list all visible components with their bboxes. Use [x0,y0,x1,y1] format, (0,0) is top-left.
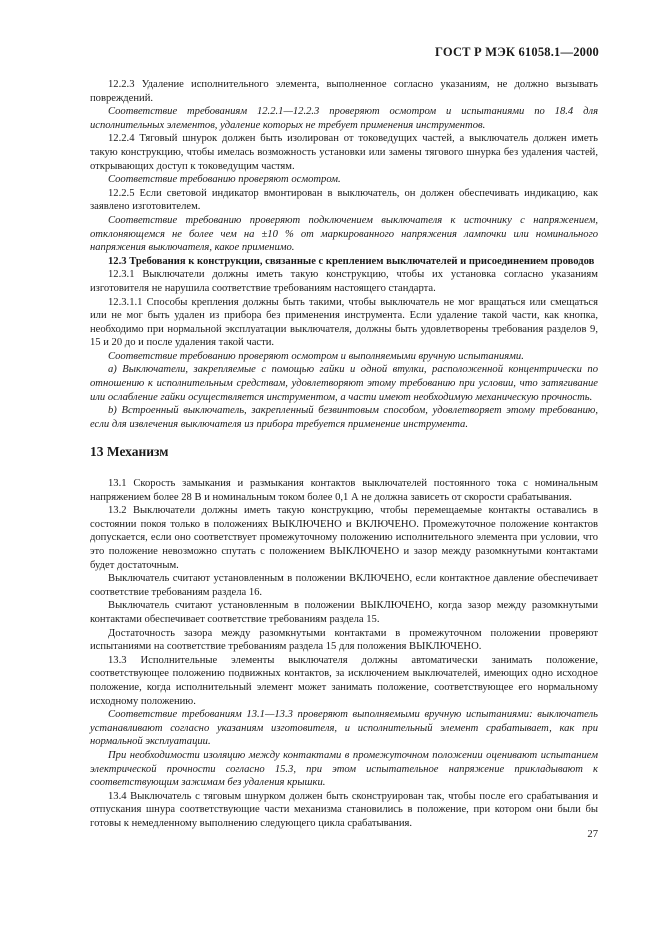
page-number: 27 [587,829,598,840]
paragraph: Достаточность зазора между разомкнутыми контактами в промежуточном положении проверяют испытаниями на соответствие требованиям раздела 15 для положения ВЫКЛЮЧЕНО. [90,627,598,653]
paragraph: 13.3 Исполнительные элементы выключателя должны автоматически занимать положение, соответствующее положению подвижных контактов, за исключением выключателей, имеющих одно исходное положение, когда исполнительный элемент может занимать положение, соответствующее его нормальному исходному положению. [90,654,598,707]
document-body [90,78,598,830]
standard-header: ГОСТ Р МЭК 61058.1—2000 [435,45,599,59]
paragraph: Соответствие требованию проверяют осмотром. [108,174,341,186]
paragraph: При необходимости изоляцию между контактами в промежуточном положении оценивают испытанием электрической прочности согласно 15.3, при этом испытательное напряжение прикладывают к соответствующим зажимам без удаления крышки. [90,749,598,789]
paragraph: Соответствие требованию проверяют осмотром и выполняемыми вручную испытаниями. [108,350,524,362]
paragraph: b) Встроенный выключатель, закрепленный безвинтовым способом, удовлетворяет этому требованию, если для извлечения выключателя из прибора требуется применение инструмента. [90,405,598,430]
paragraph: 12.3.1 Выключатели должны иметь такую конструкцию, чтобы их установка согласно указаниям изготовителя не нарушила соответствие требованиям настоящего стандарта. [90,269,598,294]
paragraph: Выключатель считают установленным в положении ВКЛЮЧЕНО, если контактное давление обеспечивает соответствие требованиям раздела 16. [90,573,598,598]
paragraph: 12.2.3 Удаление исполнительного элемента, выполненное согласно указаниям, не должно вызывать повреждений. [90,79,598,104]
section-heading: 13 Механизм [90,444,169,460]
paragraph: 12.2.4 Тяговый шнурок должен быть изолирован от токоведущих частей, а выключатель должен иметь такую конструкцию, чтобы имелась возможность установки или замены тягового шнурка без удаления частей, открывающих доступ к токоведущим частям. [90,133,598,172]
paragraph-block-13 [90,477,598,830]
paragraph: 13.4 Выключатель с тяговым шнурком должен быть сконструирован так, чтобы после его срабатывания и отпускания шнура соответствующие части механизма становились в положение, при котором они были бы готовы к немедленному выполнению следующего цикла срабатывания. [90,790,598,829]
paragraph: 12.3.1.1 Способы крепления должны быть такими, чтобы выключатель не мог вращаться или смещаться или не мог быть удален из прибора без применения инструмента. Если удаление такой части, как кнопка, необходимо при нормальной эксплуатации выключателя, должны быть удовлетворены требования разделов 9, 15 и 20 до и после удаления такой части. [90,296,598,349]
paragraph-block-12 [90,78,598,431]
paragraph: Соответствие требованиям 12.2.1—12.2.3 проверяют осмотром и испытаниями по 18.4 для исполнительных элементов, удаление которых не требует применения инструментов. [90,106,598,131]
paragraph: a) Выключатели, закрепляемые с помощью гайки и одной втулки, расположенной концентрически по отношению к исполнительным средствам, удовлетворяют этому требованию при условии, что затягивание или ослабление гайки осуществляется инструментом, а части имеют необходимую механическую прочность. [90,364,598,403]
paragraph: 12.3 Требования к конструкции, связанные с креплением выключателей и присоединением проводов [108,255,595,267]
paragraph: 13.1 Скорость замыкания и размыкания контактов выключателей постоянного тока с номинальным напряжением более 28 В и номинальным током более 0,1 А не должна зависеть от скорости срабатывания. [90,478,598,503]
paragraph: 13.2 Выключатели должны иметь такую конструкцию, чтобы перемещаемые контакты оставались в состоянии покоя только в положениях ВЫКЛЮЧЕНО и ВКЛЮЧЕНО. Промежуточное положение контактов допускается, если оно соответствует промежуточному положению исполнительного элемента при условии, что это положение невозможно спутать с положением ВЫКЛЮЧЕНО и зазор между разомкнутыми контактами будет достаточным. [90,505,598,571]
paragraph: Соответствие требованию проверяют подключением выключателя к источнику с напряжением, отклоняющемся не более чем на ±10 % от маркированного напряжения лампочки или номинального напряжения выключателя, какое применимо. [90,214,598,254]
paragraph: Выключатель считают установленным в положении ВЫКЛЮЧЕНО, когда зазор между разомкнутыми контактами обеспечивает соответствие требованиям раздела 15. [90,600,598,625]
paragraph: Соответствие требованиям 13.1—13.3 проверяют выполняемыми вручную испытаниями: выключатель устанавливают согласно указаниям изготовителя, и исполнительный элемент срабатывает, как при нормальной эксплуатации. [90,709,598,748]
paragraph: 12.2.5 Если световой индикатор вмонтирован в выключатель, он должен обеспечивать индикацию, как заявлено изготовителем. [90,187,598,213]
